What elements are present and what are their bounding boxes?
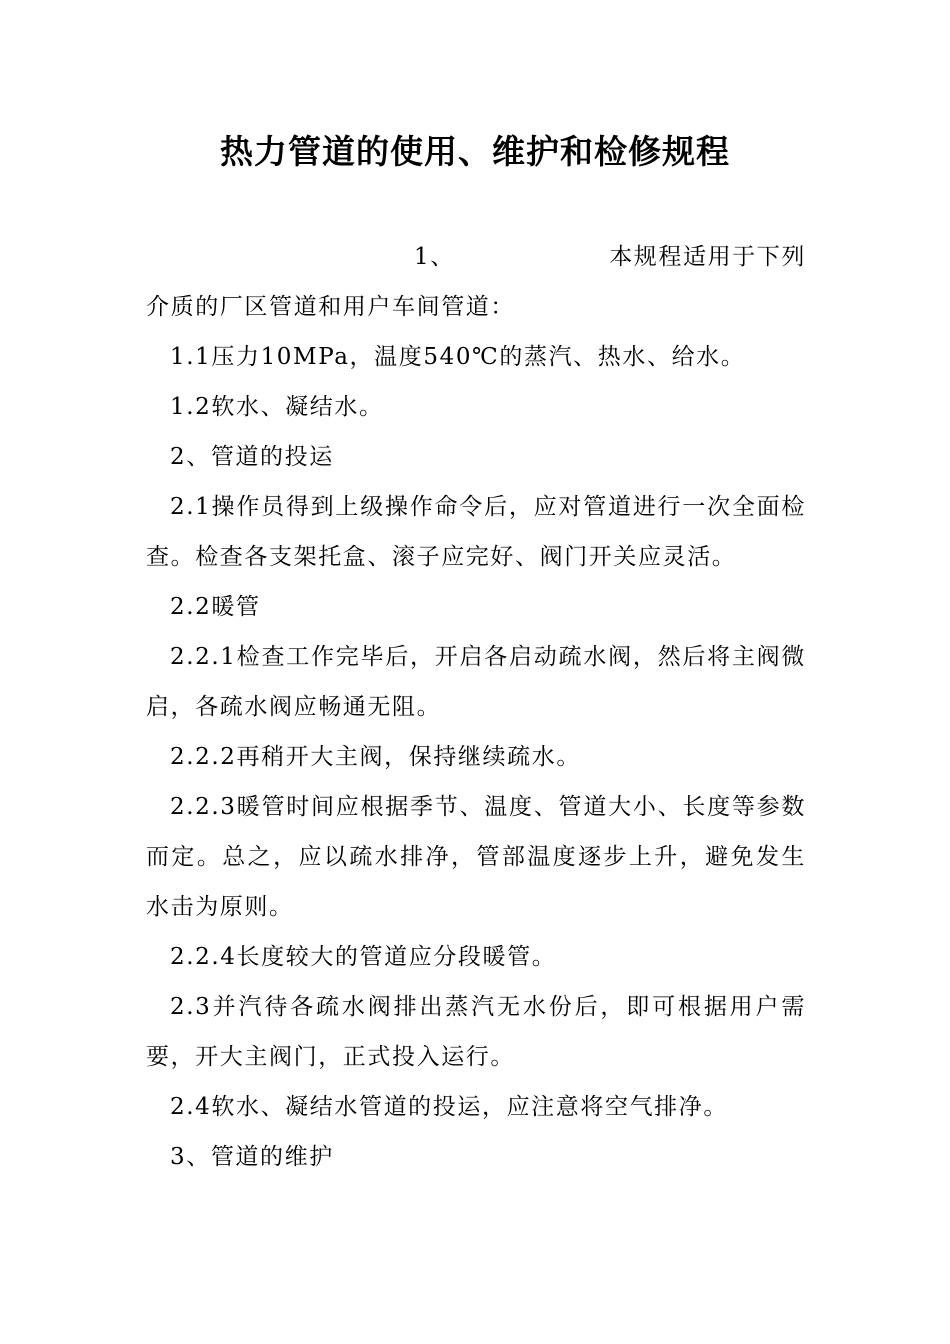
paragraph-1-1: 1.1压力10MPa，温度540℃的蒸汽、热水、给水。	[170, 344, 746, 370]
document-body	[146, 232, 806, 1182]
paragraph-2-2-3: 2.2.3暖管时间应根据季节、温度、管道大小、长度等参数而定。总之，应以疏水排净，管部温度逐步上升，避免发生水击为原则。	[146, 794, 806, 920]
paragraph-2-2: 2.2暖管	[170, 594, 261, 620]
intro-number: 1、	[414, 244, 455, 270]
paragraph-2-2-1: 2.2.1检查工作完毕后，开启各启动疏水阀，然后将主阀微启，各疏水阀应畅通无阻。	[146, 644, 806, 720]
intro-text-part1: 本规程适用于下列	[609, 244, 806, 270]
paragraph-2-2-4: 2.2.4长度较大的管道应分段暖管。	[170, 944, 557, 970]
paragraph-2-3: 2.3并汽待各疏水阀排出蒸汽无水份后，即可根据用户需要，开大主阀门，正式投入运行。	[146, 994, 806, 1070]
section-heading-3: 3、管道的维护	[170, 1144, 334, 1170]
paragraph-1-2: 1.2软水、凝结水。	[170, 394, 384, 420]
document-title: 热力管道的使用、维护和检修规程	[220, 132, 730, 171]
section-heading-2: 2、管道的投运	[170, 444, 334, 470]
paragraph-2-4: 2.4软水、凝结水管道的投运，应注意将空气排净。	[170, 1094, 728, 1120]
paragraph-2-2-2: 2.2.2再稍开大主阀，保持继续疏水。	[170, 744, 581, 770]
intro-text-part2: 介质的厂区管道和用户车间管道：	[146, 294, 515, 320]
paragraph-2-1: 2.1操作员得到上级操作命令后，应对管道进行一次全面检查。检查各支架托盒、滚子应完好、阀门开关应灵活。	[146, 494, 806, 570]
intro-line	[146, 232, 806, 282]
